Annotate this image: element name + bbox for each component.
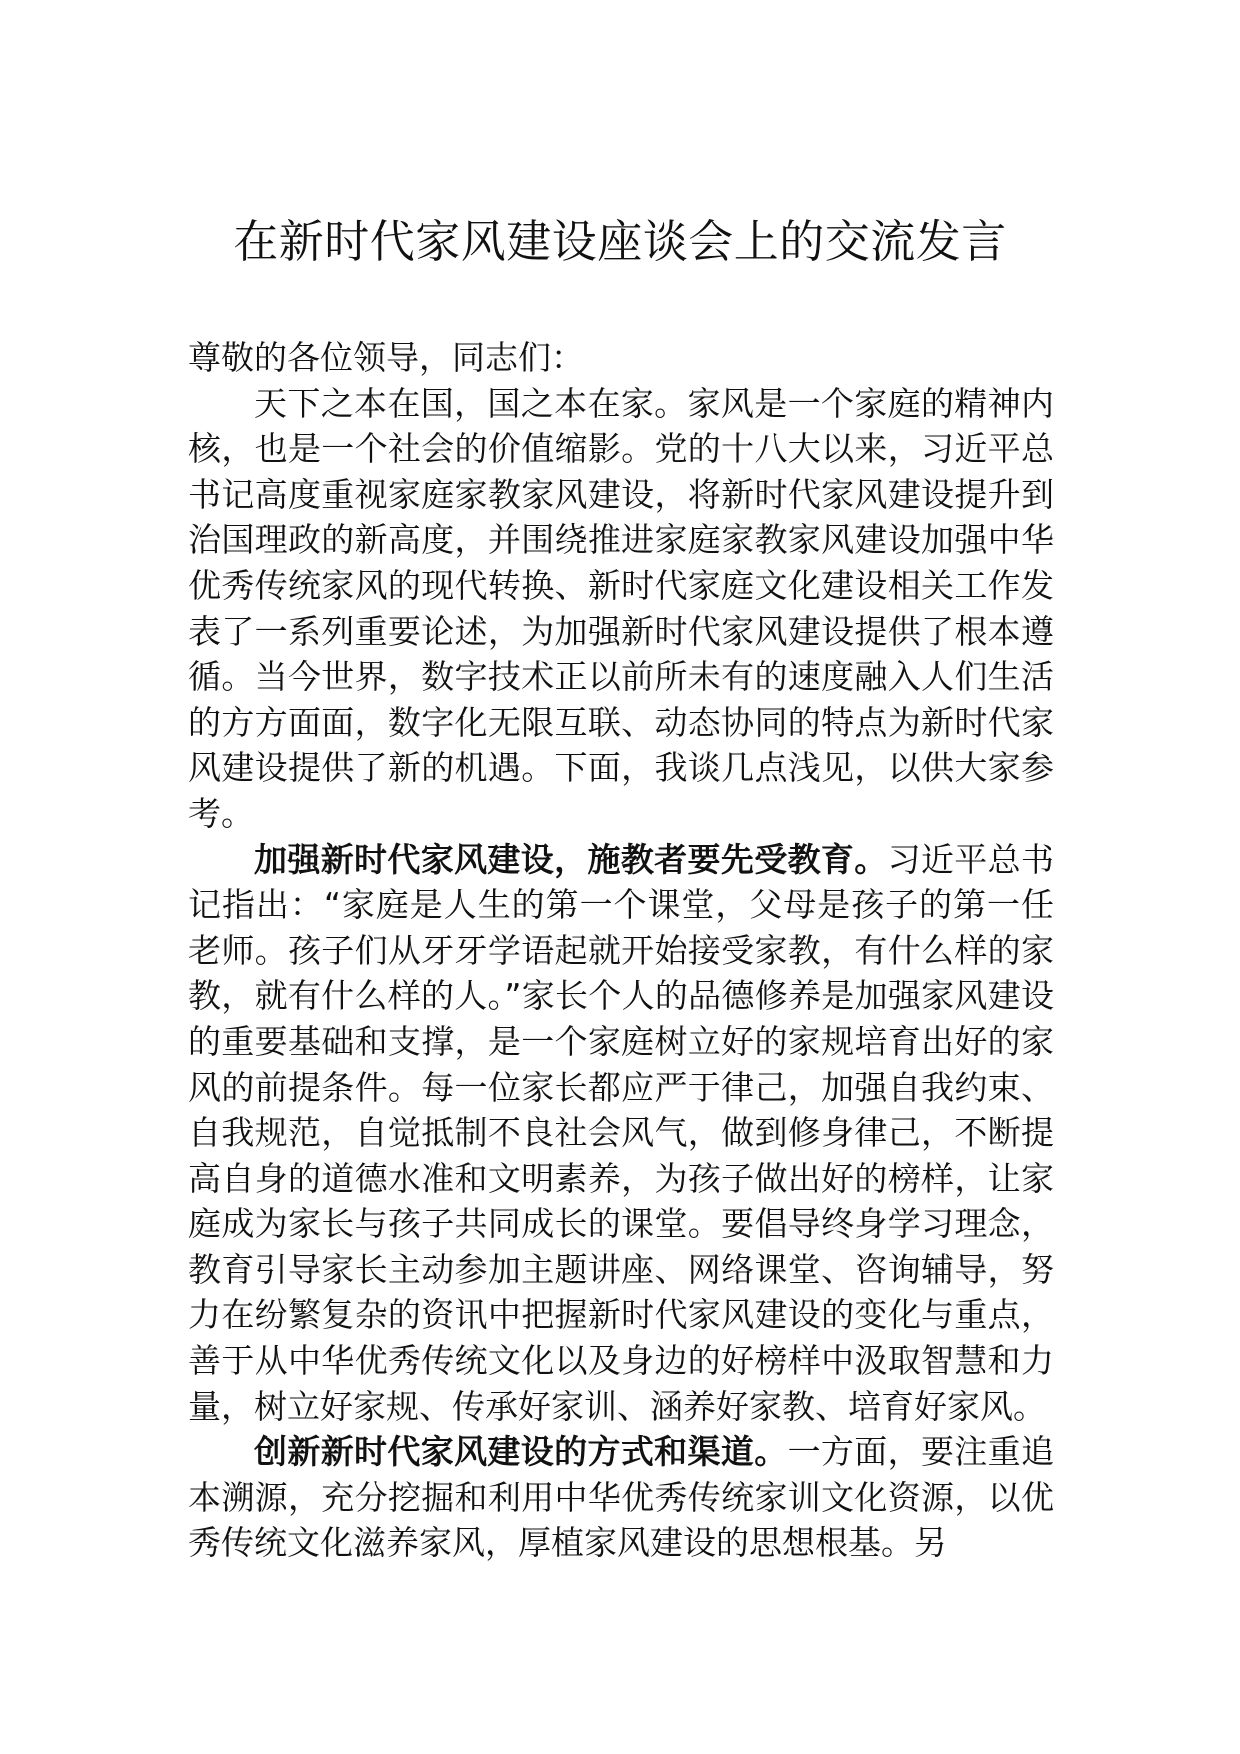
document-body xyxy=(188,335,1054,1566)
paragraph-text: 天下之本在国，国之本在家。家风是一个家庭的精神内核，也是一个社会的价值缩影。党的十八大以来，习近平总书记高度重视家庭家教家风建设，将新时代家风建设提升到治国理政的新高度，并围绕推进家庭家教家风建设加强中华优秀传统家风的现代转换、新时代家庭文化建设相关工作发表了一系列重要论述，为加强新时代家风建设提供了根本遵循。当今世界，数字技术正以前所未有的速度融入人们生活的方方面面，数字化无限互联、动态协同的特点为新时代家风建设提供了新的机遇。下面，我谈几点浅见，以供大家参考。 xyxy=(188,383,1054,833)
document-title: 在新时代家风建设座谈会上的交流发言 xyxy=(233,215,1007,268)
paragraph-lead: 加强新时代家风建设，施教者要先受教育。 xyxy=(254,839,888,879)
paragraph-lead: 创新新时代家风建设的方式和渠道。 xyxy=(254,1432,788,1472)
paragraph-innovate-channels xyxy=(188,1429,1054,1566)
paragraph-intro xyxy=(188,381,1054,837)
paragraph-educate-first xyxy=(188,837,1054,1430)
paragraph-text: 习近平总书记指出：“家庭是人生的第一个课堂，父母是孩子的第一任老师。孩子们从牙牙学语起就开始接受家教，有什么样的家教，就有什么样的人。”家长个人的品德修养是加强家风建设的重要基础和支撑，是一个家庭树立好的家规培育出好的家风的前提条件。每一位家长都应严于律己，加强自我约束、自我规范，自觉抵制不良社会风气，做到修身律己，不断提高自身的道德水准和文明素养，为孩子做出好的榜样，让家庭成为家长与孩子共同成长的课堂。要倡导终身学习理念，教育引导家长主动参加主题讲座、网络课堂、咨询辅导，努力在纷繁复杂的资讯中把握新时代家风建设的变化与重点，善于从中华优秀传统文化以及身边的好榜样中汲取智慧和力量，树立好家规、传承好家训、涵养好家教、培育好家风。 xyxy=(188,839,1055,1426)
salutation: 尊敬的各位领导，同志们： xyxy=(188,338,584,377)
paragraph-text: 一方面，要注重追本溯源，充分挖掘和利用中华优秀传统家训文化资源，以优秀传统文化滋养家风，厚植家风建设的思想根基。另 xyxy=(188,1432,1055,1563)
